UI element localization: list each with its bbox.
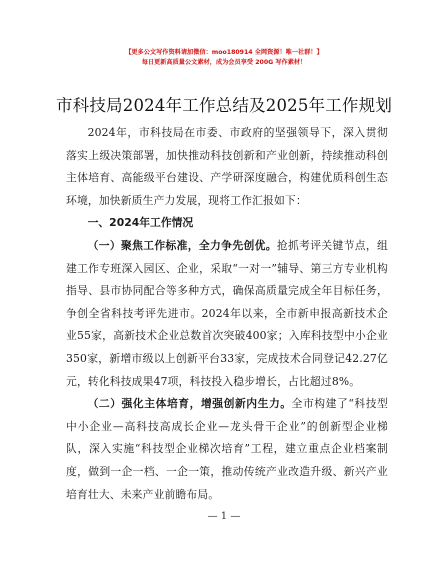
paragraph-item-2 <box>66 393 388 506</box>
paragraph-item-1 <box>66 235 388 393</box>
promo-line-1: 【更多公文写作资料请加微信：moo180914 全网资源！唯一社群！】 <box>125 49 323 56</box>
document-body <box>66 122 388 506</box>
item-2-lead: （二）强化主体培育，增强创新内生力。 <box>87 397 292 411</box>
item-1-text: 抢抓考评关键节点，组建工作专班深入园区、企业，采取“一对一”辅导、第三方专业机构指导、县市协同配合等多种方式，确保高质量完成全年目标任务，争创全省科技考评先进市。2024年以来，全市新申报高新技术企业55家，高新技术企业总数首次突破400家；入库科技型中小企业350家，新增市级以上创新平台33家，完成技术合同登记42.27亿元，转化科技成果47项，科技投入稳步增长，占比超过8%。 <box>66 238 388 388</box>
document-title: 市科技局2024年工作总结及2025年工作规划 <box>55 96 393 115</box>
promo-line-2: 每日更新高质量公文素材，成为会员享受 200G 写作素材！ <box>141 59 307 66</box>
intro-paragraph: 2024年，市科技局在市委、市政府的坚强领导下，深入贯彻落实上级决策部署，加快推动科技创新和产业创新，持续推动科创主体培育、高能级平台建设、产学研深度融合，构建优质科创生态环境，加快新质生产力发展，现将工作汇报如下： <box>66 126 388 207</box>
item-2-text: 全市构建了“科技型中小企业—高科技高成长企业—龙头骨干企业”的创新型企业梯队，深入实施“科技型企业梯次培育”工程，建立重点企业档案制度，做到一企一档、一企一策，推动传统产业改造升级、新兴产业培育壮大、未来产业前瞻布局。 <box>66 397 388 501</box>
page-number: — 1 — <box>207 511 241 522</box>
section-heading: 一、2024年工作情况 <box>87 216 194 230</box>
item-1-lead: （一）聚焦工作标准，全力争先创优。 <box>87 238 277 252</box>
